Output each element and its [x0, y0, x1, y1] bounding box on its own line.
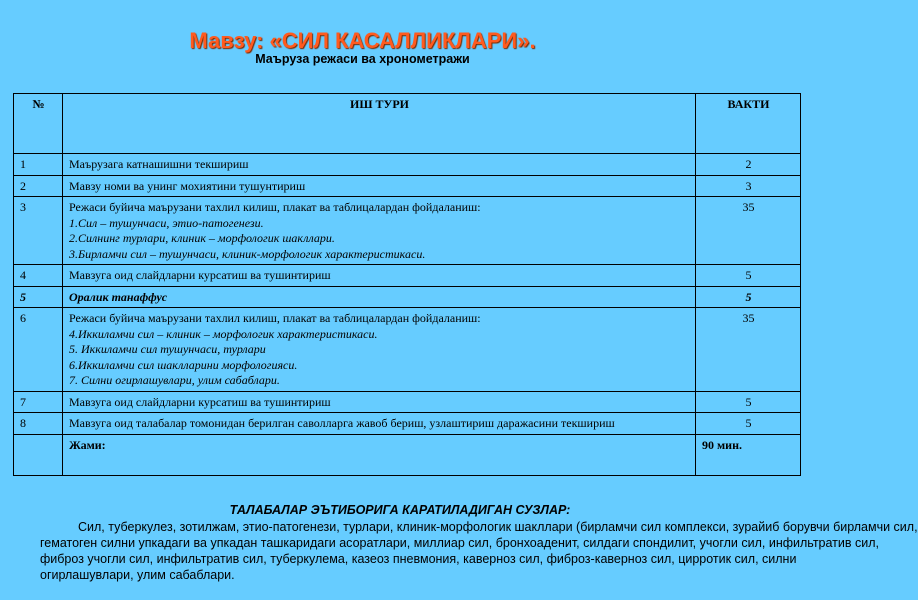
row-work-line: Режаси буйича маърузани тахлил килиш, плакат ва таблицалардан фойдаланиш:	[69, 200, 481, 214]
row-work-line: Мавзуга оид слайдларни курсатиш ва тушинтириш	[69, 394, 331, 409]
row-time: 5	[696, 286, 801, 308]
keywords-paragraph	[40, 519, 918, 589]
row-number: 2	[14, 175, 63, 197]
row-work-line: Мавзу номи ва унинг мохиятини тушунтириш	[69, 178, 306, 193]
keywords-title: ТАЛАБАЛАР ЭЪТИБОРИГА КАРАТИЛАДИГАН СУЗЛАР:	[229, 503, 571, 517]
page-title: Мавзу: «СИЛ КАСАЛЛИКЛАРИ».	[189, 28, 536, 53]
table-row	[14, 391, 801, 413]
header-number: №	[14, 94, 63, 154]
row-work-subitem: 3.Бирламчи сил – тушунчаси, клиник-морфологик характеристикаси.	[69, 246, 426, 261]
table-total-row	[14, 434, 801, 475]
row-work	[63, 413, 696, 435]
keywords-line: Сил, туберкулез, зотилжам, этио-патогенези, турлари, клиник-морфологик шакллари (бирламчи сил комплекси, зурайиб борувчи бирламчи сил,	[78, 520, 918, 534]
row-work-line: Мавзуга оид талабалар томонидан берилган саволларга жавоб бериш, узлаштириш даражасини текшириш	[69, 416, 615, 430]
row-work-line: Мавзуга оид слайдларни курсатиш ва тушинтириш	[69, 268, 331, 282]
row-time: 2	[696, 154, 801, 176]
table-row	[14, 197, 801, 265]
row-work-subitem: 6.Иккиламчи сил шаклларини морфологияси.	[69, 357, 298, 372]
row-work-subitem: 2.Силнинг турлари, клиник – морфологик шакллари.	[69, 231, 335, 245]
row-time: 35	[696, 197, 801, 265]
row-work	[63, 308, 696, 392]
total-time: 90 мин.	[696, 434, 801, 475]
keywords-line: фиброз учогли сил, инфильтратив сил, туберкулема, казеоз пневмония, каверноз сил, фиброз-каверноз сил, цирротик сил, силни	[40, 552, 797, 566]
total-label: Жами:	[63, 434, 696, 475]
row-work-line: Оралик танаффус	[69, 289, 168, 304]
table-row	[14, 308, 801, 392]
keywords-line: гематоген силни упкадаги ва упкадан ташкаридаги асоратлари, миллиар сил, бронхоаденит, силдаги спондилит, учогли сил, инфильтратив сил,	[40, 536, 879, 550]
table-row	[14, 175, 801, 197]
row-work	[63, 197, 696, 265]
row-work-subitem: 5. Иккиламчи сил тушунчаси, турлари	[69, 342, 266, 356]
row-time: 5	[696, 413, 801, 435]
table-row-break	[14, 286, 801, 308]
table-header-row	[14, 94, 801, 154]
table-row	[14, 413, 801, 435]
header-work-type: ИШ ТУРИ	[63, 94, 696, 154]
row-work-line: Режаси буйича маърузани тахлил килиш, плакат ва таблицалардан фойдаланиш:	[69, 311, 481, 325]
row-work-subitem: 1.Сил – тушунчаси, этио-патогенези.	[69, 215, 264, 230]
row-work	[63, 391, 696, 413]
row-number: 6	[14, 308, 63, 392]
row-time: 35	[696, 308, 801, 392]
header-time: ВАКТИ	[696, 94, 801, 154]
row-number: 5	[14, 286, 63, 308]
row-work	[63, 286, 696, 308]
row-work	[63, 265, 696, 287]
total-number-cell	[14, 434, 63, 475]
row-number: 3	[14, 197, 63, 265]
row-work-subitem: 7. Силни огирлашувлари, улим сабаблари.	[69, 373, 280, 387]
row-work	[63, 175, 696, 197]
table-row	[14, 265, 801, 287]
row-number: 7	[14, 391, 63, 413]
row-number: 4	[14, 265, 63, 287]
table-row	[14, 154, 801, 176]
row-work-line: Маърузага катнашишни текшириш	[69, 157, 249, 171]
page-subtitle: Маърузa режаси ва хронометражи	[255, 52, 470, 66]
schedule-table	[13, 93, 801, 476]
row-work	[63, 154, 696, 176]
row-time: 3	[696, 175, 801, 197]
keywords-line: огирлашувлари, улим сабаблари.	[40, 568, 235, 582]
row-work-subitem: 4.Иккиламчи сил – клиник – морфологик характеристикаси.	[69, 326, 378, 341]
row-number: 8	[14, 413, 63, 435]
row-time: 5	[696, 265, 801, 287]
row-time: 5	[696, 391, 801, 413]
row-number: 1	[14, 154, 63, 176]
